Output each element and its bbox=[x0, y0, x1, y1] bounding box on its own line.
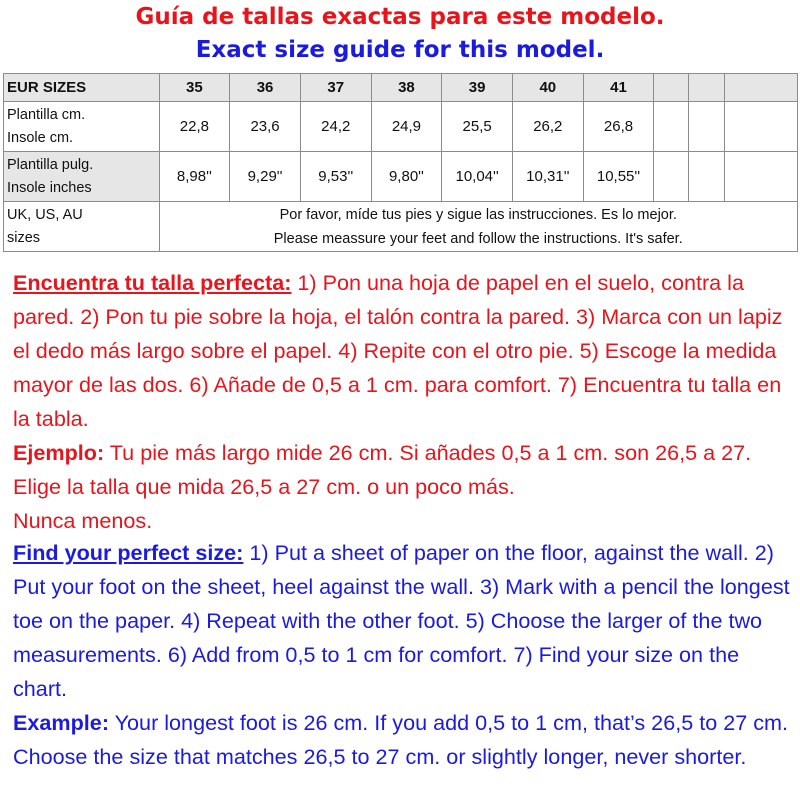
size-cell: 39 bbox=[442, 74, 513, 102]
insole-in-cell: 9,29'' bbox=[230, 152, 301, 202]
size-cell: 41 bbox=[583, 74, 654, 102]
insole-cm-cell: 22,8 bbox=[159, 102, 230, 152]
insole-cm-label-en: Insole cm. bbox=[7, 129, 74, 146]
insole-in-cell bbox=[689, 152, 725, 202]
insole-cm-cell bbox=[654, 102, 689, 152]
uk-note-en: Please meassure your feet and follow the instructions. It's safer. bbox=[273, 230, 683, 247]
uk-label-line2: sizes bbox=[7, 229, 41, 246]
spanish-heading: Encuentra tu talla perfecta: bbox=[13, 270, 292, 295]
insole-in-cell: 10,31'' bbox=[512, 152, 583, 202]
size-cell: 40 bbox=[512, 74, 583, 102]
insole-cm-label-es: Plantilla cm. bbox=[7, 106, 86, 123]
insole-cm-cell: 24,2 bbox=[300, 102, 371, 152]
size-cell: 36 bbox=[230, 74, 301, 102]
size-cell bbox=[689, 74, 725, 102]
english-example-paragraph bbox=[13, 706, 798, 774]
insole-in-label-en: Insole inches bbox=[7, 179, 92, 196]
english-steps-paragraph bbox=[13, 536, 798, 706]
spanish-steps-paragraph bbox=[13, 266, 798, 436]
spanish-example-paragraph bbox=[13, 436, 798, 504]
insole-cm-cell: 26,2 bbox=[512, 102, 583, 152]
insole-in-cell bbox=[654, 152, 689, 202]
insole-cm-cell: 23,6 bbox=[230, 102, 301, 152]
spanish-example-text: Tu pie más largo mide 26 cm. Si añades 0,5 a 1 cm. son 26,5 a 27. Elige la talla que mida 26,5 a 27 cm. o un poco más. bbox=[13, 440, 752, 499]
insole-in-label-es: Plantilla pulg. bbox=[7, 156, 94, 173]
english-heading: Find your perfect size: bbox=[13, 540, 244, 565]
size-cell bbox=[725, 74, 798, 102]
uk-note-es: Por favor, míde tus pies y sigue las instrucciones. Es lo mejor. bbox=[279, 206, 677, 223]
english-instructions bbox=[13, 536, 798, 774]
insole-in-cell: 9,80'' bbox=[371, 152, 442, 202]
insole-inches-row bbox=[4, 152, 798, 202]
insole-in-cell: 8,98'' bbox=[159, 152, 230, 202]
insole-cm-row bbox=[4, 102, 798, 152]
uk-sizes-label bbox=[4, 202, 160, 252]
uk-sizes-note bbox=[159, 202, 797, 252]
insole-in-cell: 10,55'' bbox=[583, 152, 654, 202]
eur-sizes-row bbox=[4, 74, 798, 102]
eur-sizes-label: EUR SIZES bbox=[4, 74, 160, 102]
title-spanish: Guía de tallas exactas para este modelo. bbox=[135, 4, 665, 30]
size-cell: 37 bbox=[300, 74, 371, 102]
spanish-steps: 1) Pon una hoja de papel en el suelo, contra la pared. 2) Pon tu pie sobre la hoja, el talón contra la pared. 3) Marca con un lapiz el dedo más largo sobre el papel. 4) Repite con el otro pie. 5) Escoge la medida mayor de las dos. 6) Añade de 0,5 a 1 cm. para comfort. 7) Encuentra tu talla en la tabla. bbox=[13, 270, 783, 431]
insole-in-cell: 10,04'' bbox=[442, 152, 513, 202]
insole-cm-cell bbox=[689, 102, 725, 152]
insole-cm-cell: 26,8 bbox=[583, 102, 654, 152]
english-example-text: Your longest foot is 26 cm. If you add 0,5 to 1 cm, that’s 26,5 to 27 cm. Choose the size that matches 26,5 to 27 cm. or slightly longer, never shorter. bbox=[13, 710, 789, 769]
title-english: Exact size guide for this model. bbox=[195, 37, 605, 63]
insole-cm-cell: 25,5 bbox=[442, 102, 513, 152]
english-example-label: Example: bbox=[13, 710, 110, 735]
size-cell: 38 bbox=[371, 74, 442, 102]
spanish-example-label: Ejemplo: bbox=[13, 440, 105, 465]
spanish-instructions bbox=[13, 266, 798, 538]
insole-inches-label bbox=[4, 152, 160, 202]
english-steps: 1) Put a sheet of paper on the floor, against the wall. 2) Put your foot on the sheet, heel against the wall. 3) Mark with a pencil the longest toe on the paper. 4) Repeat with the other foot. 5) Choose the larger of the two measurements. 6) Add from 0,5 to 1 cm for comfort. 7) Find your size on the chart. bbox=[13, 540, 790, 701]
insole-cm-label bbox=[4, 102, 160, 152]
insole-cm-cell bbox=[725, 102, 798, 152]
insole-in-cell: 9,53'' bbox=[300, 152, 371, 202]
spanish-never-less: Nunca menos. bbox=[13, 508, 153, 533]
size-cell bbox=[654, 74, 689, 102]
size-cell: 35 bbox=[159, 74, 230, 102]
insole-in-cell bbox=[725, 152, 798, 202]
uk-label-line1: UK, US, AU bbox=[7, 206, 83, 223]
insole-cm-cell: 24,9 bbox=[371, 102, 442, 152]
uk-sizes-row bbox=[4, 202, 798, 252]
size-table bbox=[3, 73, 798, 252]
